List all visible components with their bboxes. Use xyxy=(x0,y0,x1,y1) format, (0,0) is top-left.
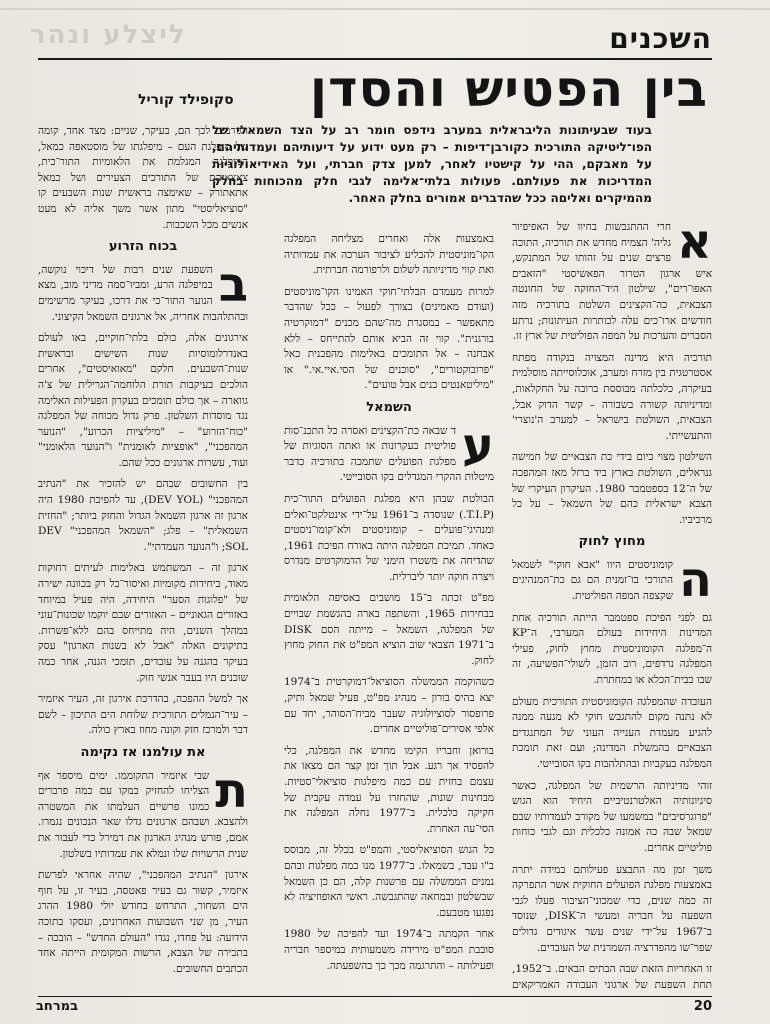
article-title: בין הפטיש והסדן xyxy=(309,60,708,118)
column-middle xyxy=(284,232,494,990)
drop-cap: ב xyxy=(218,256,248,313)
column-right xyxy=(512,220,712,990)
paragraph: משך זמן מה התבצע פעילותם במידה יתרה באמצעות מפלגת הפועלים החוקית אשר התפרקה זה כמה שנים, כדי שמכוני־הציבור פעלו לגבי השפעה על חבריה ומעשי ה־DISK, שנוסד ב־1967 על־ידי שנים עשר איגודים גדולים שפר־שו מהפדרציה השמרנית של העובדים. xyxy=(512,863,712,954)
paragraph: זוהי מדיניותה הרשמית של המפלגה, כאשר סיגיונותיה האלטרנטיביים היחיד הוא הגוש "פרוגרסיבים" במשמעו של מקורב לעמדותיו שבם שמאל שבה כה אמונה כלכלית וגם לגבי כוחות פוליטיים אחרים. xyxy=(512,779,712,854)
footer-rule xyxy=(38,996,712,997)
paragraph: אך למשל ההפכה, בהדרכת אירגון זה, העיר איזמיר – עיר־הנמלים התורכית שלוחת הים התיכון – לשם דבר ולמרכז חזק וקונה מחוז בארץ כולה. xyxy=(38,693,248,737)
paragraph: השילטון מצוי כיום בידי כת הצבאיים של חמישה גנראלים, השולטת בארץ ביד ברזל מאז המהפכה של ה־12 בספטמבר 1980. העיקרון העיקרי של הצבא ישראלית כהם של השמאל – על כל מרכיביו. xyxy=(512,451,712,526)
paragraph: השפעת שנים רבות של דיכוי נוקשה, במיפלגה הרע, ומביו־סמה מדיני מוב, מצא הנוער התור־כי את דרכו, בעיקר מרשימים ובהתלהבות אחריה, אל ארגונים השמאל הקיצוני. xyxy=(38,263,248,323)
paragraph: ארגון זה – המשתמש באלימות לעיתים רחוקות מאוד, ביחידות מקומיות ואיסור־כל רק בכוונה ישירה של "פלוגות הסער" היחידה, היה פעיל במיוחד באזורים הגאוניים – האזורים שבם יוקמו שכונות־עוני במהלך השנים, היה מתייחס בהם ללא־פשרות. בתיקונים האלה "אבל לא בשנות הארגון" עסק בעיקר בהגנה על עובדים, תומכי הגנה, אחר כמה שוכנים היו בעבר אנשי חוק. xyxy=(38,562,248,684)
paragraph: תורכיה היא מדינה המצויה בנקודה מפתח אסטרטגית בין מזרח ומערב, אוכלוסייתה מוסלמית בעיקרה, כלכלתה מבוססת ברובה על החקלאות, ומדיניותה קשורה בשבורה – קשר הדוק אבל, הצבאית, השולטת בישראל – למערב ה'נוצרי' והתעשייתי. xyxy=(512,351,712,442)
drop-cap: א xyxy=(677,220,712,270)
paragraph: בורואן וחבריו הקימו מחדש את המפלגה, כלי להפסיד אך רגע. אבל תוך זמן קצר הם מצאו את עצמם בחזית עם כמה מיפלגות סוציאלי־סטיות. מבחינות שונות, שהחזרו על עמדה עקבית של חקיקה כלכלית. ב־1977 נחלה המפלגה את הסי־עה האחרת. xyxy=(284,744,494,835)
paragraph: הבולטת שבהן היא מפלגת הפועלים התור־כית (T.I.P.) שנוסדה ב־1961 על־ידי אינטלקט־ואלים ומנהיגי־פועלים – קומוניסטים ולא־קומו־ניסטים כאחד. תמיכת המפלגה היתה באורח הפיכת 1961, שהדיחה את משטרו הימני של הדמוקרטים מנדרס ויצרה חוקה יותר ליברלית. xyxy=(284,492,494,583)
paragraph: כשהוקמה הממשלה הסוציאל־דמוקרטית ב־1974 יצא בהיס בורון – מנהיג מפ"ט, פעיל שמאל ותיק, פרופסור לסוציולוגיה שעבר מביח־הסוהר, יחד עם אלפי אסירים־פוליטיים אחרים. xyxy=(284,676,494,736)
article-lead: בעוד שבעיתונות הליבראלית במערב נידפס חומר רב על הצד השמאלי של הפו־ליטיקה התורכית כקורבן־דיפות – רק מעט ידוע על דיעותיהם ועמדותיהם, על מאבקם, ההי על קישטיו לאחר, למען צדק חברתי, ועל האידיאולוגיות המדריכות את פעולתם. פעולות בלתי־אלימה לגבי חלק מהכוחות בחלק מהמיקרים ואליםה ככל שהדברים אמורים בחלק האחר. xyxy=(212,123,652,205)
paragraph: למרות מעמדם הבלתי־חוקי האמינו הקו־מוניסטים (ועודם מאמינים) בצורך לפעול – ככל שהדבר מתאפשר – במסגרת מה־שהם מכנים "דמוקרטיה בורגנית". קווי זה הביא אותם להתייחס – ללא אבחנה – אל התומכים באלימות מהפכנית כאל "פרובוקטורים", "סוכנים של הסי.איי.אי." או "מיליטאנטים כנים אבל טועים". xyxy=(284,285,494,392)
author-byline: סקופילד קוריל xyxy=(138,92,234,108)
footer-section-name: במרחב xyxy=(36,999,79,1014)
paragraph: ד שבאה כת־הקצינים ואסרה כל התכנ־סות פוליטית בעקרונות או ואתה הסוגיות של מפלגת הפועלים שתמכה בתורכיה כדבר מיטלות ההקרי המגדלים בקו הסובייטי. xyxy=(284,424,494,484)
paragraph: מפ"ט זכתה ב־15 מושבים באסיפה הלאומית בבחירות 1965, והשתפה בארה בהגשמת שבויים של המפלגה, השמאל – מייתה הסם DISK ב־1971 הצבאי שוב הוציא המפ"ט את החוק מחוץ לחוק. xyxy=(284,592,494,667)
paragraph: אחר הקמתה ב־1974 ועד להפיכה של 1980 סובבת המפ"ט מירידה משמעותית במיספר חבריה ופעילותה – והתרגמה מכך כך בהשפעתה. xyxy=(284,928,494,972)
section-heading: השכנים xyxy=(609,22,712,55)
page-number: 20 xyxy=(693,999,712,1014)
paragraph: הגורמים לכך הם, בעיקר, שניים: מצד אחד, קומה של מיפלגת העם – מיפלגתו של מוסטאפה כמאל, המיפלגה המגלמת את הלאומיות התור־כית, צאצאיהם של התורכים הצעירים ושל כמאל אתאתורק – שאימצה בראשית שנות השבעים קו "סוציאליסטי" מתון אשר משך אליה לא מעט אנשים מכל השכבות. xyxy=(38,125,248,231)
paragraph: חרי ההתגבשות בחיוו של האפיפיור גליה' הצמיח מחדש את תורכיה, התוכה פרצים שנים על זהותו של המתנקש, איש ארגון הטרור הפאשיסטי "הזאבים האפו־רים", שילטון היד־החזקה של החונטה הצבאית, כה־הקצינים השלטת בתורכיה מזה חודשים ארו־כים עלה לכותרות העיתונות; נרתע הסברים והערכות על המפה הפוליטית של ארץ זו. xyxy=(512,221,712,343)
paragraph: אירגון "הנתיב המהפכני", שהיה אחראי לפרשת איזמיר, קשור גם בעיר פאטסה, בעיר זו, על חוף הים השחור, התרחש בחודש יולי 1980 ההרג העיר, מן שני השבועות האחרונים, ועסקו בתוכה הידועה: על פחדו, נגדו "העולם החדש" – הובכה – בתכירה של הצבא, הרשות המקומית הייתה אחד הכתבים החשובים. xyxy=(38,869,248,975)
paragraph: העובדה שהמפלגה הקומוניסטית התורכית מעולם לא נתנה מקום להתגבש חוקי לא מנעה ממנה להגיע מעמדת הענייה העוני של המתנגדים הצבאיים בהמשלת המדינה; ועם זאת תומכת המפלגה בעקביות ובהתלהבות בקו הסובייטי. xyxy=(512,695,712,770)
paragraph: קומוניסטים היוו "אבא חוקי" לשמאל התורכי בו־זמנית הם גם כת־המנהיגים שקצפה המפה הפוליטית. xyxy=(512,558,674,603)
top-rule xyxy=(0,8,770,10)
paragraph: כל הגוש הסוציאליסטי, והמפ"ט בכלל זה, מבוסס ב"ו עבד, בשמאלו. ב־1977 מנו כמה מפלגות ובהם נמנים הממשלה עם פרשנות קלה, הם כן השמאל שבשלטון ובמחאה שהתגבשה. ראשי האופוזיציה לא נפגעו מטבעם. xyxy=(284,844,494,919)
drop-cap: ה xyxy=(679,551,712,608)
drop-cap: ת xyxy=(215,762,248,819)
paragraph: אירגונים אלה, כולם בלתי־חוקיים, באו לעולם באנדרלומוסיות שנות השישים ובראשית שנות־השבעים. חלקם "מאואיסטים", אחרים הולכים בעיקבות תורת הלוחמה־הגרילית של צ'ה גווארה – אך כולם תומכים בעקרון הפעילות האלימה נגד מוסדות השלטון. פרק גדול מכוחה של המפלגה "כוח־הזרוע" – "מיליציות הכרוע", "הנוער המהפכני", "אופציות לאומנית" ו"הנוער הלאומני" ועוד, עשרות ארגונים ככל שהם. xyxy=(38,332,248,469)
paragraph: באמצעות אלה ואחרים מצליחה המפלגה הקו־מוניסטית להבליע לציבור הערכה את עמדותיה ואת קווי מדיניותה לשלום ולרפורמה חברתית. xyxy=(284,233,494,277)
paragraph: זו האחריות הזאת שבה הבתים הבאים. ב־1952, תחת השפעת של ארגוני העבודה האמריקאים xyxy=(512,963,712,990)
subheading: בכוח הזרוע xyxy=(108,239,178,255)
drop-cap: ע xyxy=(462,417,494,474)
paragraph: שבי איזמיר התקוממו. ימים מיספר אף הצליחו להחזיק במקו עם כמה פרברים כמונו פרשיים העלמתו את המשטרה ולהצבא. ושבהם ארגונים גדלו שאר הנכונים נגמרו. אמם, פורש מנהיג הארגון את דמירל כדי לעבור את שנית הרשויות שלו ונמלא את עמדותיו בשלטון. xyxy=(38,769,248,860)
bleed-through-text: ליצלע ונהר xyxy=(30,20,187,50)
column-left xyxy=(38,124,248,990)
paragraph: בין החשובים שבהם יש להזכיר את "הנתיב המהפכני" (DEV YOL), עד להפיכת 1980 היה ארגון זה ארגון השמאל הגדול והחזק ביותר; "החזית השמאלית" – פלג; "השמאל המהפכני" DEV SOL; ו"הנוער העמדתי". xyxy=(38,478,248,553)
subheading: השמאל xyxy=(366,399,412,415)
paragraph: גם לפני הפיכת ספטמבר הייתה תורכיה אחת המדינות היחידות בעולם המערבי, ה־KP ה־מפלגה הקומוניסטית מחוץ לחוק, פעילי המפלגה נרדפים, רוב הזמן, לשולי־הפשיעה, זה שבו בבית־הכלא או במחתרת. xyxy=(512,611,712,687)
subheading: מחוץ לחוק xyxy=(578,534,646,550)
subheading: את עולמנו אז נקימה xyxy=(80,744,206,760)
